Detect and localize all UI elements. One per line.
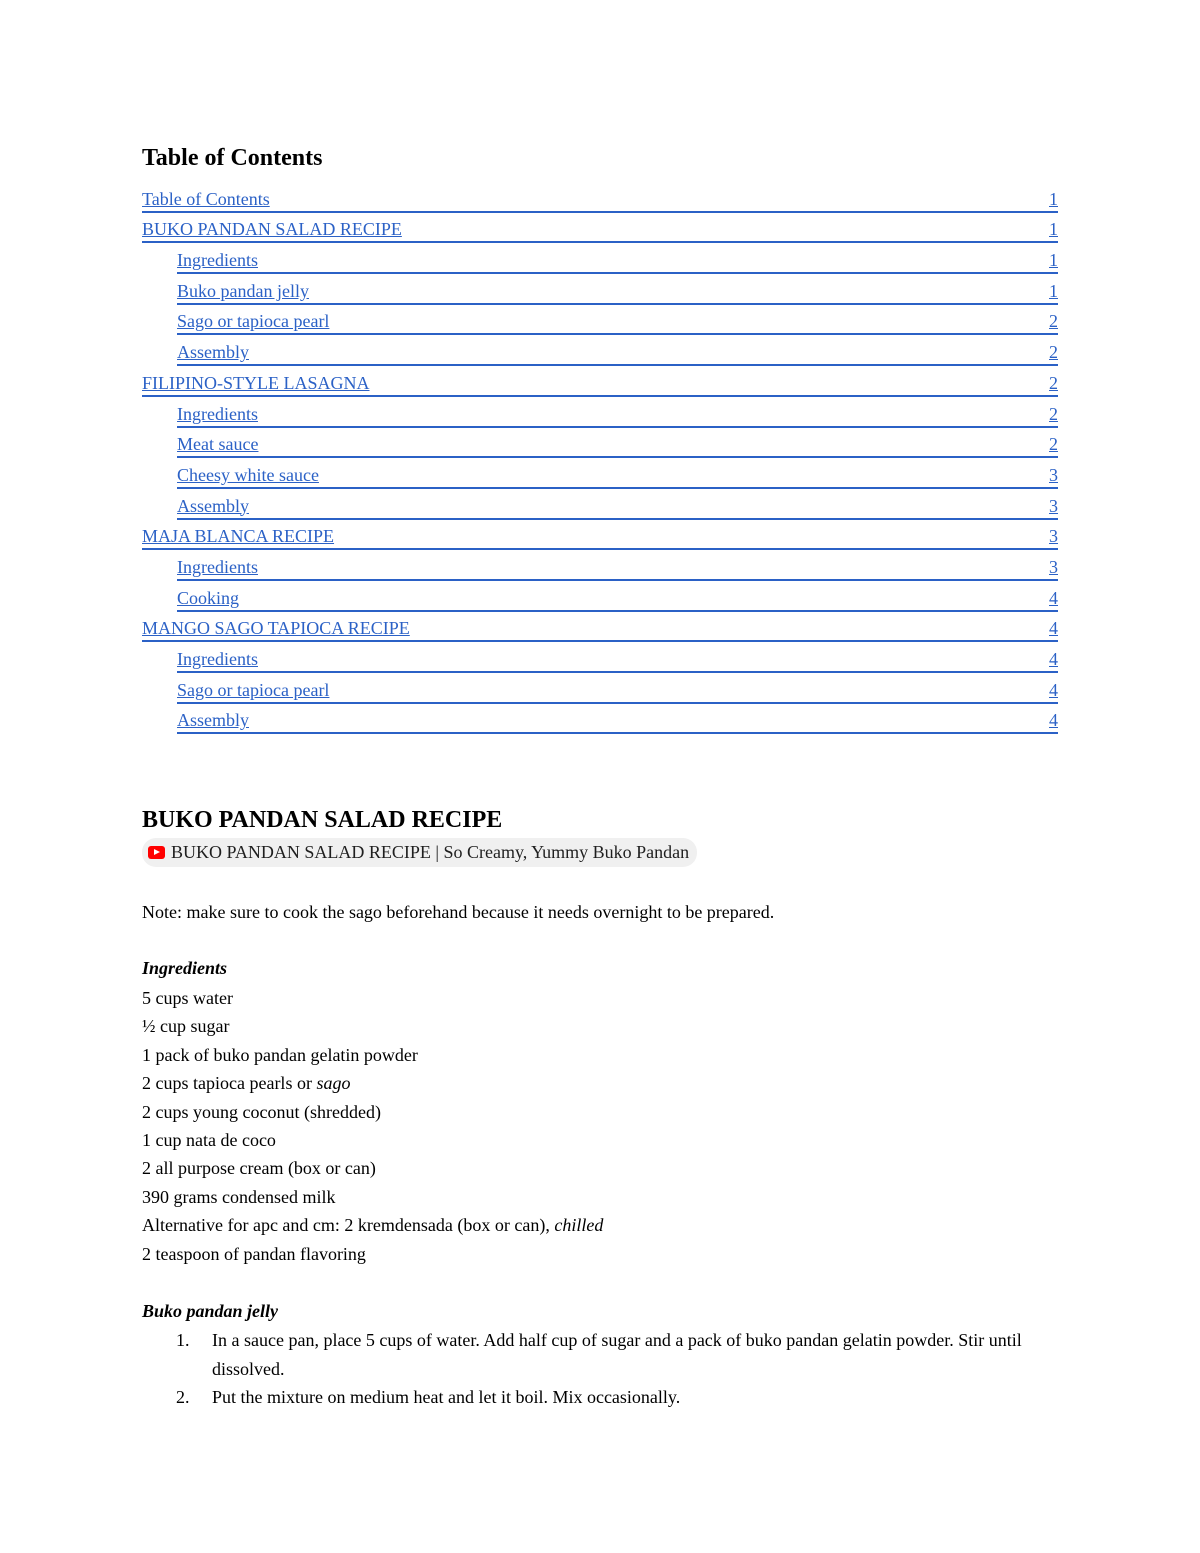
ingredient-text: 5 cups water — [142, 988, 233, 1008]
toc-entry-page: 2 — [1049, 342, 1058, 363]
toc-entry[interactable] — [177, 305, 1058, 336]
ingredients-list — [142, 984, 603, 1268]
toc-entry[interactable] — [177, 704, 1058, 735]
toc-entry-label: Assembly — [177, 342, 249, 363]
toc-entry[interactable] — [142, 612, 1058, 643]
toc-entry-page: 4 — [1049, 649, 1058, 669]
ingredient-item — [142, 1183, 603, 1211]
ingredient-item — [142, 1012, 603, 1040]
ingredient-text: 2 teaspoon of pandan flavoring — [142, 1243, 366, 1264]
note-paragraph: Note: make sure to cook the sago beforehand because it needs overnight to be prepared. — [142, 902, 775, 922]
toc-entry-page: 3 — [1049, 464, 1058, 485]
toc-entry[interactable] — [177, 397, 1058, 428]
ingredient-italic-text: sago — [316, 1073, 351, 1094]
toc-entry-page: 4 — [1049, 587, 1058, 608]
toc-entry-page: 4 — [1049, 618, 1058, 639]
youtube-icon — [148, 846, 165, 859]
toc-entry-label: Meat sauce — [177, 434, 259, 455]
toc-entry-label: MAJA BLANCA RECIPE — [142, 526, 335, 547]
toc-entry[interactable] — [177, 642, 1058, 673]
toc-entry-page: 4 — [1049, 710, 1058, 731]
jelly-heading: Buko pandan jelly — [142, 1301, 279, 1321]
ingredient-text: 390 grams condensed milk — [142, 1186, 336, 1207]
toc-entry-label: Ingredients — [177, 556, 258, 577]
ingredient-text: 1 pack of buko pandan gelatin powder — [142, 1044, 418, 1065]
toc-entry-label: Ingredients — [177, 649, 258, 669]
toc-entry-page: 1 — [1049, 280, 1058, 301]
toc-entry[interactable] — [177, 458, 1058, 489]
toc-entry-label: FILIPINO-STYLE LASAGNA — [142, 372, 370, 393]
toc-entry[interactable] — [177, 428, 1058, 459]
step-number: 1. — [176, 1330, 190, 1350]
ingredient-text: Alternative for apc and cm: 2 kremdensada (box or can), — [142, 1215, 555, 1236]
toc-entry-page: 2 — [1049, 372, 1058, 393]
step-item — [142, 1326, 1042, 1383]
ingredient-text: 1 cup nata de coco — [142, 1130, 276, 1151]
toc-entry-page: 3 — [1049, 526, 1058, 547]
toc-entry-label: Sago or tapioca pearl — [177, 311, 330, 332]
ingredient-item — [142, 1041, 603, 1069]
step-text: Put the mixture on medium heat and let it boil. Mix occasionally. — [212, 1387, 681, 1407]
toc-entry-label: Assembly — [177, 495, 249, 516]
ingredient-text: 2 all purpose cream (box or can) — [142, 1158, 376, 1179]
ingredient-item — [142, 1154, 603, 1182]
toc-entry-label: Cooking — [177, 587, 240, 608]
toc-entry-label: MANGO SAGO TAPIOCA RECIPE — [142, 618, 410, 639]
toc-entry-label: Assembly — [177, 710, 249, 731]
toc-entry-label: Sago or tapioca pearl — [177, 679, 330, 700]
toc-entry-label: BUKO PANDAN SALAD RECIPE — [142, 219, 402, 240]
ingredient-item — [142, 1069, 603, 1097]
step-number: 2. — [176, 1387, 190, 1407]
jelly-steps-list — [142, 1326, 1042, 1412]
toc-entry[interactable] — [177, 673, 1058, 704]
toc-entry-page: 2 — [1049, 434, 1058, 455]
ingredient-text: ½ cup sugar — [142, 1016, 230, 1037]
toc-entry[interactable] — [177, 274, 1058, 305]
toc-entry-page: 2 — [1049, 311, 1058, 332]
toc-entry[interactable] — [142, 182, 1058, 213]
section-heading: BUKO PANDAN SALAD RECIPE — [142, 807, 503, 833]
toc-title: Table of Contents — [142, 145, 323, 171]
toc-entry[interactable] — [177, 243, 1058, 274]
ingredient-item — [142, 1098, 603, 1126]
step-item — [142, 1383, 1042, 1412]
video-link-label: BUKO PANDAN SALAD RECIPE | So Creamy, Yummy Buko Pandan — [171, 842, 690, 862]
toc-entry-page: 1 — [1049, 188, 1058, 209]
ingredient-text: 2 cups young coconut (shredded) — [142, 1101, 381, 1122]
ingredients-heading: Ingredients — [142, 958, 228, 978]
ingredient-item — [142, 984, 603, 1012]
toc-entry-page: 3 — [1049, 495, 1058, 516]
ingredient-item — [142, 1126, 603, 1154]
toc-entry-page: 1 — [1049, 250, 1058, 271]
ingredient-text: 2 cups tapioca pearls or — [142, 1073, 317, 1094]
toc-entry-label: Table of Contents — [142, 188, 270, 209]
toc-entry[interactable] — [177, 581, 1058, 612]
toc-entry-label: Buko pandan jelly — [177, 280, 309, 301]
toc-entry[interactable] — [142, 366, 1058, 397]
toc-entry-page: 2 — [1049, 403, 1058, 424]
toc-entry[interactable] — [177, 489, 1058, 520]
table-of-contents — [142, 182, 1058, 734]
toc-entry[interactable] — [142, 520, 1058, 551]
toc-entry-label: Cheesy white sauce — [177, 464, 319, 485]
toc-entry[interactable] — [142, 213, 1058, 244]
toc-entry-label: Ingredients — [177, 403, 258, 424]
ingredient-italic-text: chilled — [554, 1215, 604, 1236]
toc-entry-page: 4 — [1049, 679, 1058, 700]
ingredient-item — [142, 1211, 603, 1239]
toc-entry-page: 1 — [1049, 219, 1058, 240]
toc-entry-page: 3 — [1049, 556, 1058, 577]
step-text: In a sauce pan, place 5 cups of water. Add half cup of sugar and a pack of buko pandan gelatin powder. Stir until dissolved. — [212, 1330, 1022, 1379]
toc-entry-label: Ingredients — [177, 250, 258, 271]
toc-entry[interactable] — [177, 550, 1058, 581]
video-link-chip[interactable] — [142, 838, 697, 867]
ingredient-item — [142, 1240, 603, 1268]
toc-entry[interactable] — [177, 335, 1058, 366]
